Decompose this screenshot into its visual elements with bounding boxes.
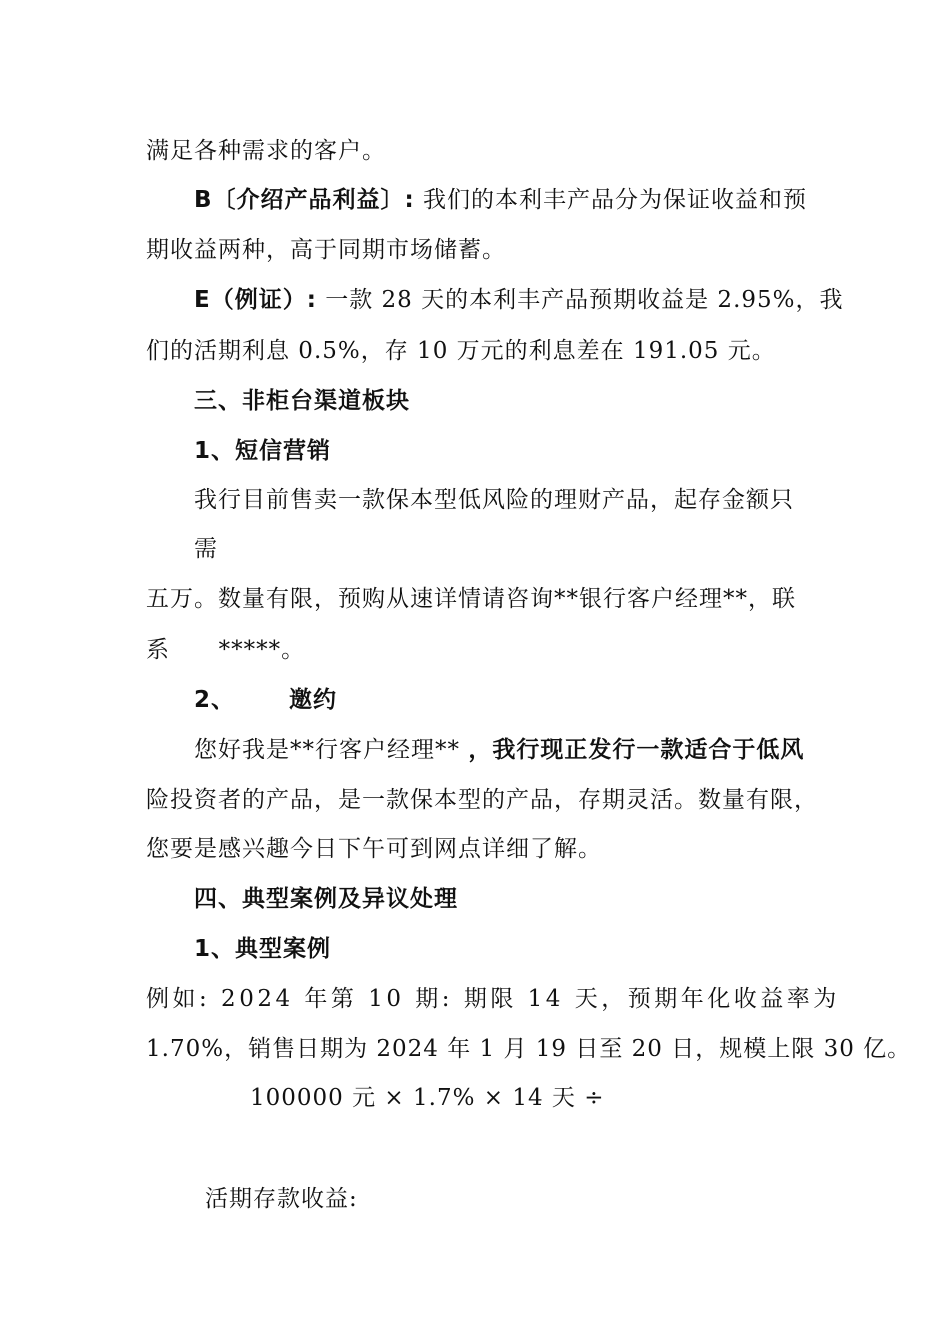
paragraph-line: 您要是感兴趣今日下午可到网点详细了解。	[146, 836, 602, 862]
section-heading: 四、典型案例及异议处理	[194, 886, 458, 912]
paragraph-line: 活期存款收益:	[205, 1186, 358, 1212]
formula-line: 100000 元 × 1.7% × 14 天 ÷	[250, 1085, 605, 1111]
paragraph-line	[194, 735, 804, 765]
section-heading: 三、非柜台渠道板块	[194, 388, 410, 414]
paragraph-line	[194, 285, 844, 315]
subsection-heading: 1、短信营销	[194, 438, 332, 464]
inline-text: ，我行现正发行一款适合于低风	[468, 737, 805, 763]
inline-text: *****。	[218, 637, 306, 663]
paragraph-line: 我行目前售卖一款保本型低风险的理财产品，起存金额只	[194, 487, 794, 513]
inline-label: B〔介绍产品利益〕:	[194, 187, 415, 213]
subsection-heading: 1、典型案例	[194, 936, 332, 962]
paragraph-line: 五万。数量有限，预购从速详情请咨询**银行客户经理**，联	[146, 586, 796, 612]
heading-number: 2、	[194, 687, 236, 713]
paragraph-line: 例如: 2024 年第 10 期: 期限 14 天，预期年化收益率为	[146, 986, 840, 1012]
paragraph-line: 险投资者的产品，是一款保本型的产品，存期灵活。数量有限，	[146, 787, 818, 813]
inline-text: 我们的本利丰产品分为保证收益和预	[423, 187, 808, 213]
inline-text: 您好我是**行客户经理**	[194, 737, 460, 763]
inline-text: 一款 28 天的本利丰产品预期收益是 2.95%，我	[325, 287, 844, 313]
paragraph-line	[146, 635, 305, 665]
inline-text: 系	[146, 637, 170, 663]
paragraph-line	[194, 185, 807, 215]
paragraph-line: 满足各种需求的客户。	[146, 138, 386, 164]
paragraph-line: 1.70%，销售日期为 2024 年 1 月 19 日至 20 日，规模上限 30 亿。	[146, 1036, 912, 1062]
subsection-heading	[194, 685, 337, 715]
paragraph-line: 需	[194, 536, 218, 562]
paragraph-line: 们的活期利息 0.5%，存 10 万元的利息差在 191.05 元。	[146, 338, 776, 364]
heading-title: 邀约	[289, 687, 338, 713]
paragraph-line: 期收益两种，高于同期市场储蓄。	[146, 237, 506, 263]
inline-label: E（例证）:	[194, 287, 317, 313]
